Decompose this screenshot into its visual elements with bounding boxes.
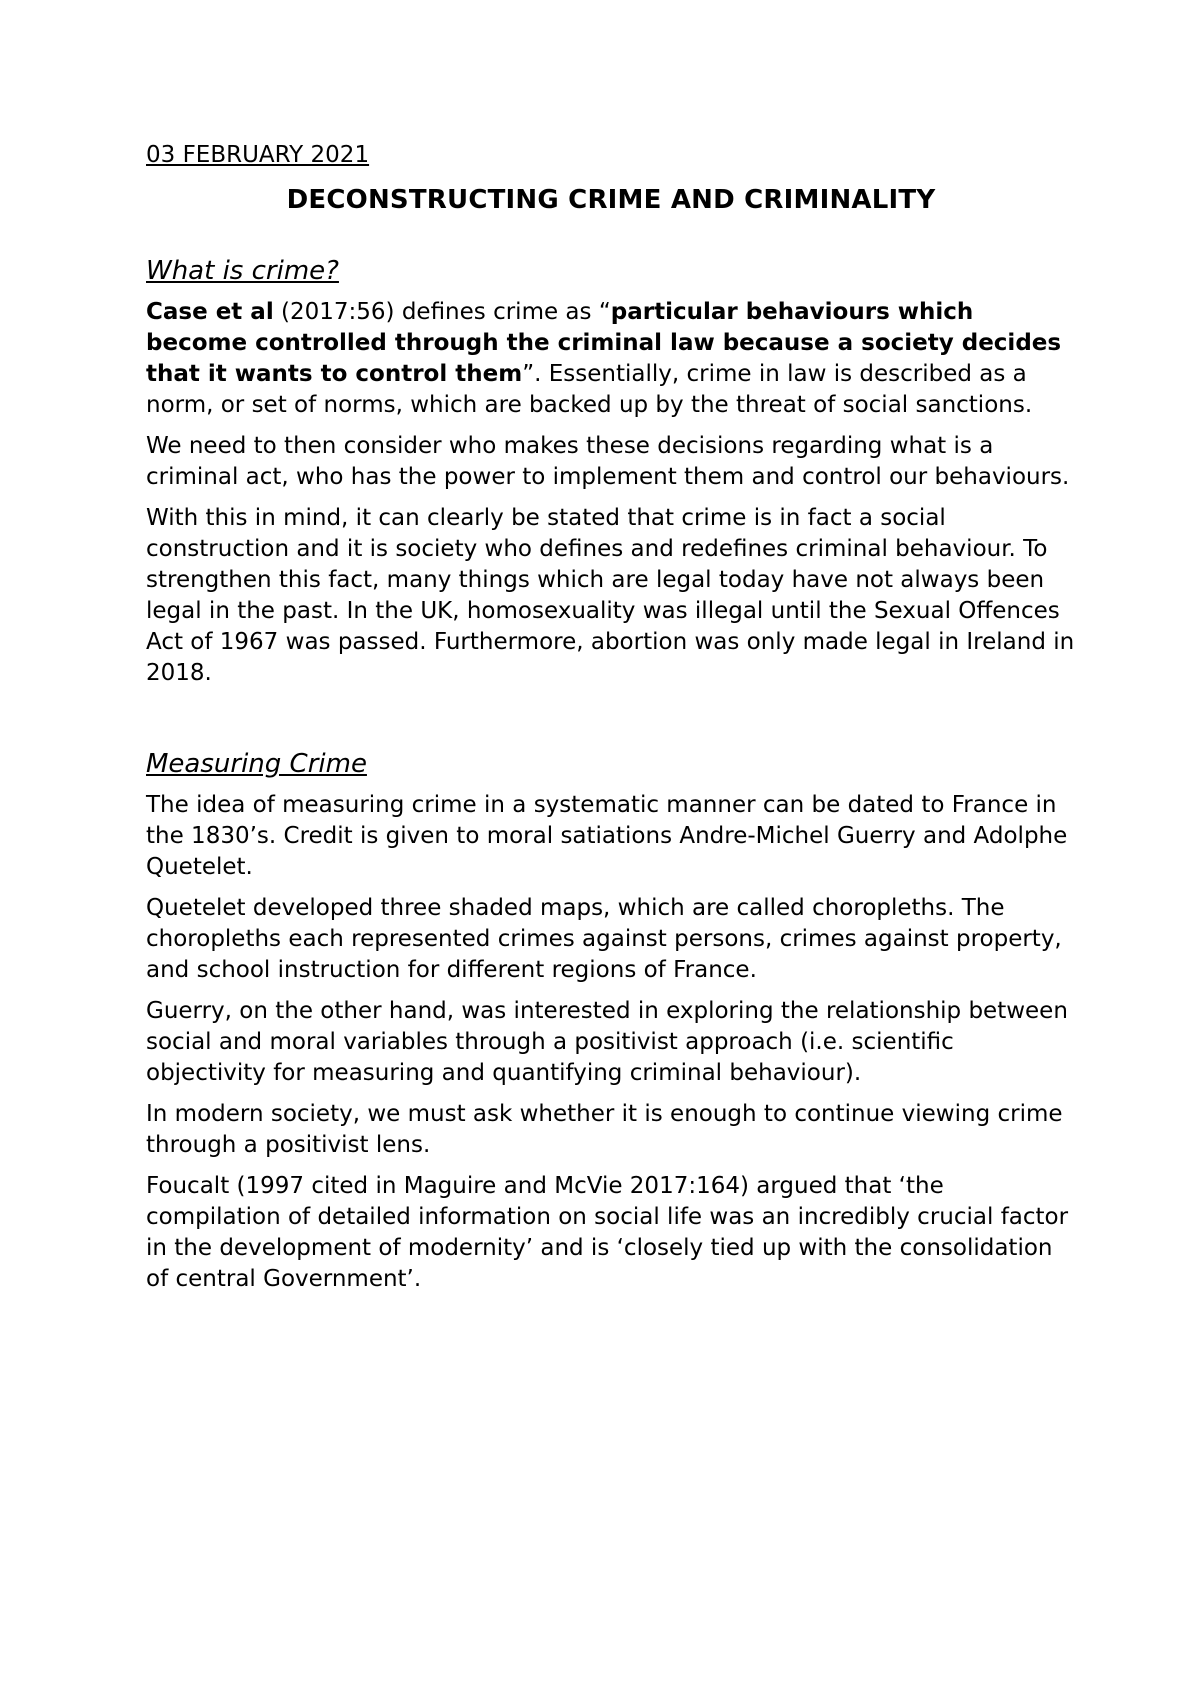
paragraph-social-construction: With this in mind, it can clearly be stated that crime is in fact a social construction and it is society who defines and redefines criminal behaviour. To strengthen this fact, many things which are legal today have not always been legal in the past. In the UK, homosexuality was illegal until the Sexual Offences Act of 1967 was passed. Furthermore, abortion was only made legal in Ireland in 2018. — [146, 505, 1075, 686]
paragraph-decision-makers: We need to then consider who makes these decisions regarding what is a criminal act, who has the power to implement them and control our behaviours. — [146, 433, 1070, 490]
paragraph-foucault-quote: Foucalt (1997 cited in Maguire and McVie 2017:164) argued that ‘the compilation of detailed information on social life was an incredibly crucial factor in the development of modernity’ and is ‘closely tied up with the consolidation of central Government’. — [146, 1173, 1069, 1292]
definition-continuation: ”. Essentially, crime in law is described as a norm, or set of norms, which are backed up by the threat of social sanctions. — [146, 361, 1033, 418]
citation-reference: (2017:56) defines crime as “ — [273, 299, 611, 325]
paragraph-quetelet-maps: Quetelet developed three shaded maps, which are called choropleths. The choropleths each represented crimes against persons, crimes against property, and school instruction for different regions of France. — [146, 895, 1062, 983]
document-title: DECONSTRUCTING CRIME AND CRIMINALITY — [286, 185, 936, 215]
paragraph-guerry-approach: Guerry, on the other hand, was interested in exploring the relationship between social and moral variables through a positivist approach (i.e. scientific objectivity for measuring and quantifying criminal behaviour). — [146, 998, 1068, 1086]
section-heading-measuring-crime: Measuring Crime — [146, 749, 367, 779]
section-heading-what-is-crime: What is crime? — [146, 256, 339, 286]
paragraph-positivist-lens: In modern society, we must ask whether it is enough to continue viewing crime through a positivist lens. — [146, 1101, 1063, 1158]
paragraph-crime-definition — [146, 297, 1076, 421]
document-page — [146, 140, 1076, 1295]
quoted-definition: particular behaviours which become controlled through the criminal law because a society decides that it wants to control them — [146, 299, 1062, 387]
document-date: 03 FEBRUARY 2021 — [146, 142, 370, 168]
paragraph-measuring-history: The idea of measuring crime in a systematic manner can be dated to France in the 1830’s. Credit is given to moral satiations Andre-Michel Guerry and Adolphe Quetelet. — [146, 792, 1068, 880]
citation-author: Case et al — [146, 299, 274, 325]
